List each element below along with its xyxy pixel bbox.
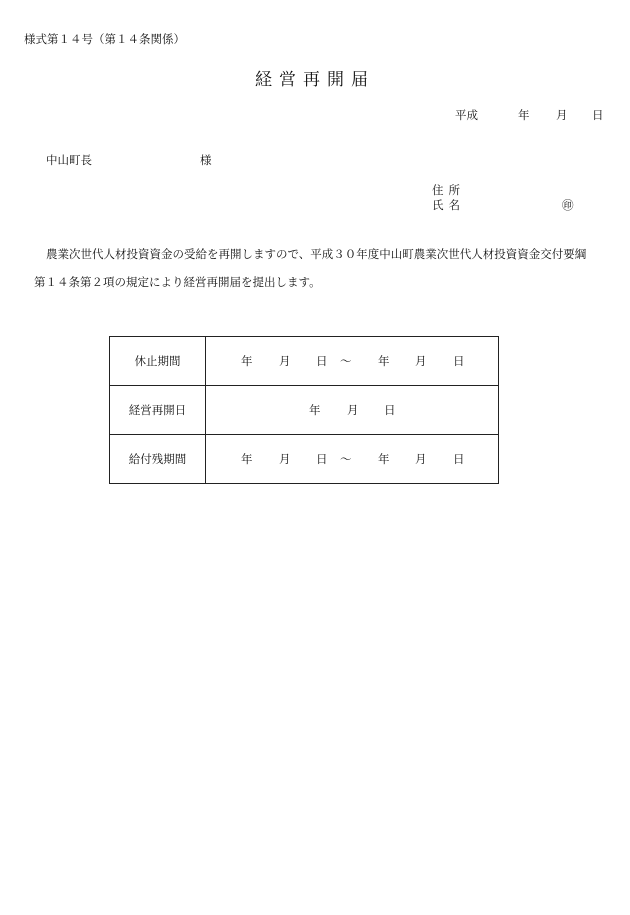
- unit-year: 年: [309, 403, 321, 417]
- form-number: 様式第１４号（第１４条関係）: [24, 32, 185, 46]
- unit-day: 日: [453, 354, 465, 368]
- document-title: 経営再開届: [255, 70, 375, 90]
- table-row: [110, 435, 499, 484]
- recipient-honorific: 様: [200, 153, 212, 167]
- unit-day: 日: [384, 403, 396, 417]
- name-label: 氏名: [432, 198, 465, 212]
- range-tilde: ～: [340, 354, 352, 368]
- row-label-suspension-period: 休止期間: [110, 337, 206, 386]
- unit-year: 年: [241, 354, 253, 368]
- range-tilde: ～: [340, 452, 352, 466]
- recipient-name: 中山町長: [46, 153, 92, 167]
- date-year-unit: 年: [518, 108, 530, 122]
- resumption-date-cell: [206, 386, 499, 435]
- unit-year: 年: [241, 452, 253, 466]
- unit-month: 月: [415, 354, 427, 368]
- unit-day: 日: [316, 354, 328, 368]
- body-text-line-1: 農業次世代人材投資資金の受給を再開しますので、平成３０年度中山町農業次世代人材投資資金交付要綱: [46, 247, 587, 261]
- unit-day: 日: [316, 452, 328, 466]
- unit-month: 月: [279, 354, 291, 368]
- row-label-resumption-date: 経営再開日: [110, 386, 206, 435]
- suspension-period-cell: [206, 337, 499, 386]
- table-row: [110, 386, 499, 435]
- address-label: 住所: [432, 183, 465, 197]
- row-label-remaining-period: 給付残期間: [110, 435, 206, 484]
- remaining-period-cell: [206, 435, 499, 484]
- body-text-line-2: 第１４条第２項の規定により経営再開届を提出します。: [34, 275, 321, 289]
- date-month-unit: 月: [556, 108, 568, 122]
- unit-month: 月: [347, 403, 359, 417]
- unit-year: 年: [378, 354, 390, 368]
- unit-year: 年: [378, 452, 390, 466]
- resumption-table: [109, 336, 499, 484]
- seal-mark: ㊞: [562, 198, 574, 212]
- unit-day: 日: [453, 452, 465, 466]
- date-day-unit: 日: [592, 108, 604, 122]
- unit-month: 月: [415, 452, 427, 466]
- date-era: 平成: [455, 108, 478, 122]
- table-row: [110, 337, 499, 386]
- unit-month: 月: [279, 452, 291, 466]
